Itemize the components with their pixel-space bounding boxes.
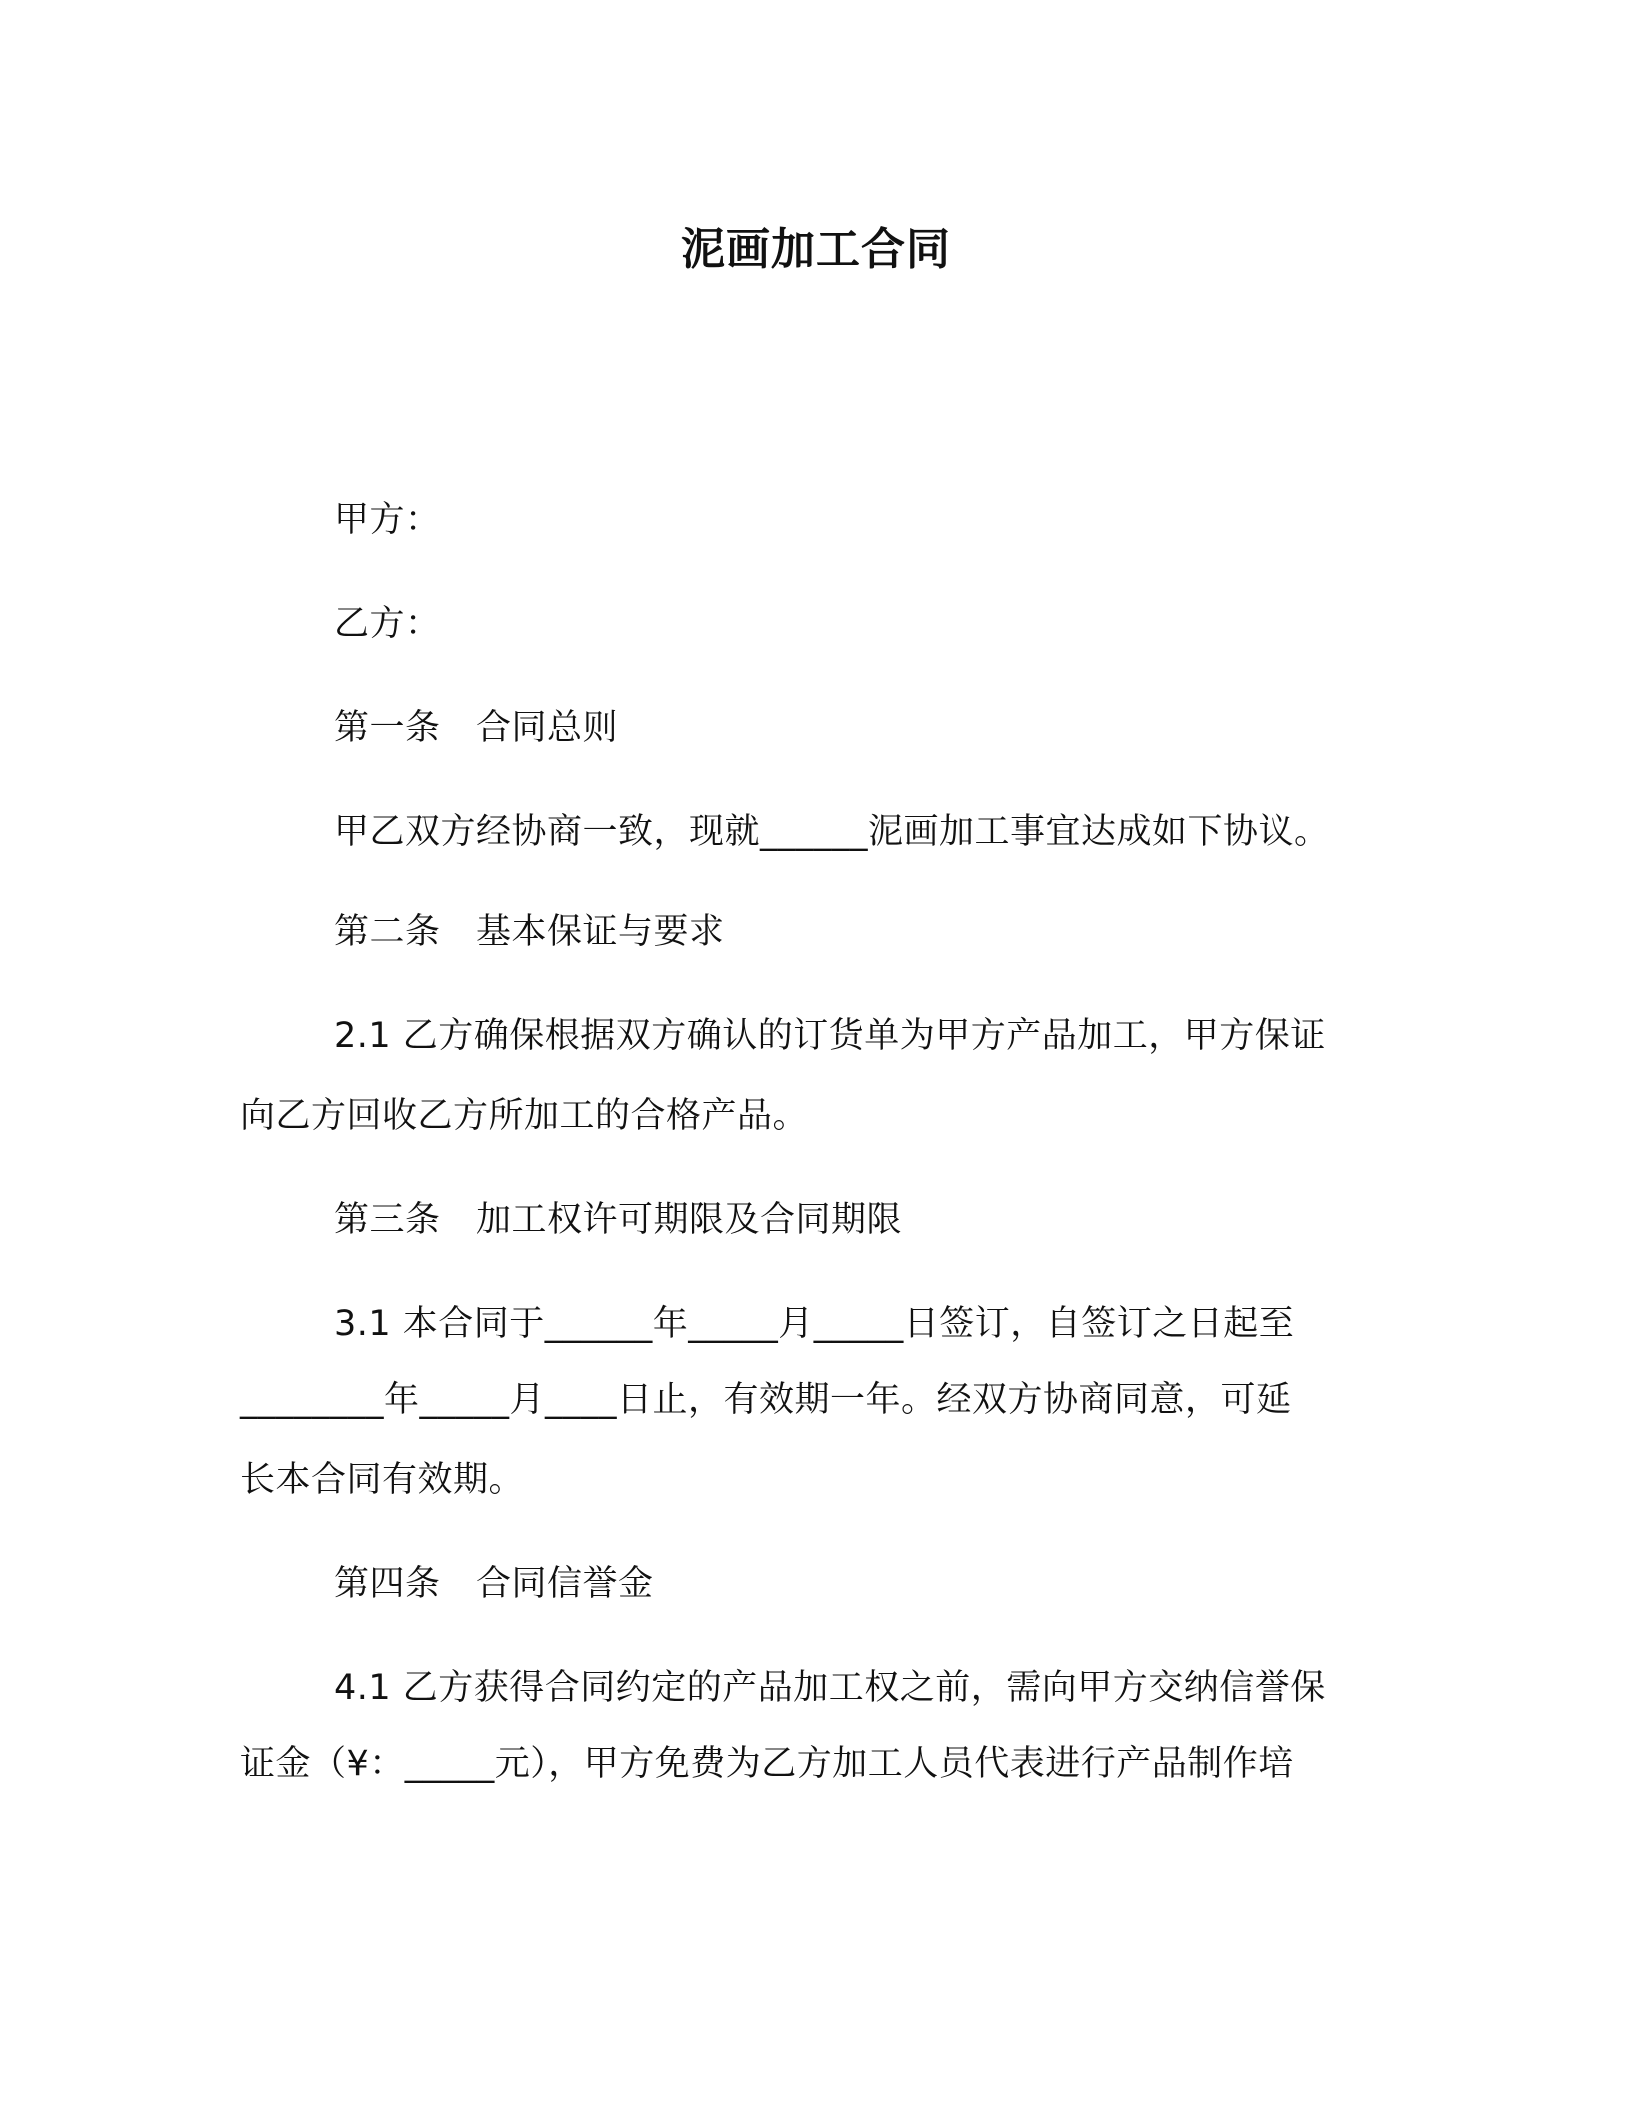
- clause-3-1-line-3: 长本合同有效期。: [240, 1460, 525, 1500]
- party-a-label: 甲方：: [334, 500, 441, 540]
- article-3-heading: 第三条 加工权许可期限及合同期限: [334, 1200, 903, 1240]
- clause-3-1-line-1: 3.1 本合同于______年_____月_____日签订，自签订之日起至: [334, 1304, 1295, 1344]
- clause-4-1-line-2: 证金（¥：_____元），甲方免费为乙方加工人员代表进行产品制作培: [240, 1744, 1294, 1784]
- clause-3-1-line-2: ________年_____月____日止，有效期一年。经双方协商同意，可延: [240, 1380, 1292, 1420]
- party-b-label: 乙方：: [334, 604, 441, 644]
- article-1-body: 甲乙双方经协商一致，现就______泥画加工事宜达成如下协议。: [334, 812, 1330, 852]
- article-1-heading: 第一条 合同总则: [334, 708, 619, 748]
- article-2-heading: 第二条 基本保证与要求: [334, 912, 725, 952]
- document-title: 泥画加工合同: [681, 224, 951, 275]
- clause-4-1-line-1: 4.1 乙方获得合同约定的产品加工权之前，需向甲方交纳信誉保: [334, 1668, 1326, 1708]
- clause-2-1-line-2: 向乙方回收乙方所加工的合格产品。: [240, 1096, 809, 1136]
- article-4-heading: 第四条 合同信誉金: [334, 1564, 654, 1604]
- clause-2-1-line-1: 2.1 乙方确保根据双方确认的订货单为甲方产品加工，甲方保证: [334, 1016, 1326, 1056]
